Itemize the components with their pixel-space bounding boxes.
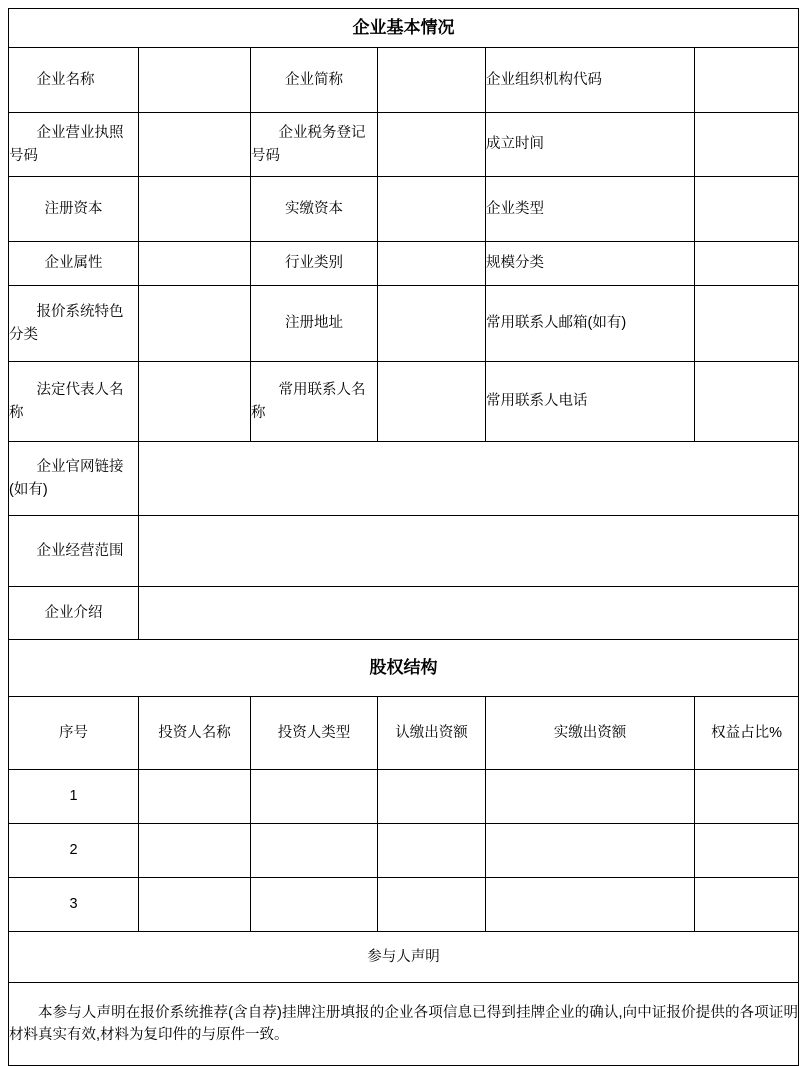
equity-field-investor-type[interactable]: [251, 878, 378, 932]
column-header-index: 序号: [9, 697, 139, 770]
equity-field-share-pct[interactable]: [695, 878, 799, 932]
label-contact-email: 常用联系人邮箱(如有): [486, 286, 695, 362]
field-scale-classification[interactable]: [695, 242, 799, 286]
table-row: [9, 177, 799, 242]
label-establishment-date: 成立时间: [486, 113, 695, 177]
label-company-attribute: 企业属性: [9, 242, 139, 286]
table-header-row: [9, 697, 799, 770]
column-header-paid-in-contribution: 实缴出资额: [486, 697, 695, 770]
equity-field-subscribed[interactable]: [378, 824, 486, 878]
field-company-type[interactable]: [695, 177, 799, 242]
label-company-short-name: 企业简称: [251, 48, 378, 113]
label-tax-registration-number: 企业税务登记号码: [251, 113, 378, 177]
label-company-introduction: 企业介绍: [9, 587, 139, 640]
table-row: [9, 824, 799, 878]
section-title-row: [9, 932, 799, 983]
field-establishment-date[interactable]: [695, 113, 799, 177]
field-business-license-number[interactable]: [139, 113, 251, 177]
equity-field-paid-in[interactable]: [486, 878, 695, 932]
label-contact-person-name: 常用联系人名称: [251, 362, 378, 442]
label-industry-category: 行业类别: [251, 242, 378, 286]
equity-field-investor-name[interactable]: [139, 770, 251, 824]
field-company-name[interactable]: [139, 48, 251, 113]
section-title-row: [9, 9, 799, 48]
field-quotation-system-category[interactable]: [139, 286, 251, 362]
field-registered-capital[interactable]: [139, 177, 251, 242]
table-row: [9, 242, 799, 286]
label-quotation-system-category: 报价系统特色分类: [9, 286, 139, 362]
table-row: [9, 770, 799, 824]
column-header-share-percentage: 权益占比%: [695, 697, 799, 770]
label-registered-address: 注册地址: [251, 286, 378, 362]
label-org-code: 企业组织机构代码: [486, 48, 695, 113]
field-contact-email[interactable]: [695, 286, 799, 362]
label-legal-representative-name: 法定代表人名称: [9, 362, 139, 442]
equity-row-index: 2: [9, 824, 139, 878]
table-row: [9, 442, 799, 516]
equity-field-share-pct[interactable]: [695, 770, 799, 824]
column-header-subscribed-contribution: 认缴出资额: [378, 697, 486, 770]
equity-field-investor-name[interactable]: [139, 824, 251, 878]
label-business-license-number: 企业营业执照号码: [9, 113, 139, 177]
table-row: [9, 286, 799, 362]
field-tax-registration-number[interactable]: [378, 113, 486, 177]
table-row: [9, 587, 799, 640]
label-company-type: 企业类型: [486, 177, 695, 242]
table-row: [9, 878, 799, 932]
field-company-short-name[interactable]: [378, 48, 486, 113]
field-contact-person-name[interactable]: [378, 362, 486, 442]
enterprise-registration-form: [8, 8, 799, 1066]
equity-field-paid-in[interactable]: [486, 824, 695, 878]
column-header-investor-name: 投资人名称: [139, 697, 251, 770]
label-company-name: 企业名称: [9, 48, 139, 113]
field-business-scope[interactable]: [139, 516, 799, 587]
table-row: [9, 362, 799, 442]
equity-field-share-pct[interactable]: [695, 824, 799, 878]
table-row: [9, 983, 799, 1066]
field-company-website[interactable]: [139, 442, 799, 516]
field-paid-in-capital[interactable]: [378, 177, 486, 242]
label-company-website: 企业官网链接(如有): [9, 442, 139, 516]
field-org-code[interactable]: [695, 48, 799, 113]
equity-field-investor-name[interactable]: [139, 878, 251, 932]
section-title-participant-declaration: 参与人声明: [9, 932, 799, 983]
section-title-row: [9, 640, 799, 697]
equity-row-index: 1: [9, 770, 139, 824]
field-legal-representative-name[interactable]: [139, 362, 251, 442]
field-registered-address[interactable]: [378, 286, 486, 362]
equity-field-investor-type[interactable]: [251, 824, 378, 878]
label-scale-classification: 规模分类: [486, 242, 695, 286]
field-company-introduction[interactable]: [139, 587, 799, 640]
declaration-text: 本参与人声明在报价系统推荐(含自荐)挂牌注册填报的企业各项信息已得到挂牌企业的确认,向中证报价提供的各项证明材料真实有效,材料为复印件的与原件一致。: [9, 983, 799, 1066]
equity-field-paid-in[interactable]: [486, 770, 695, 824]
equity-field-investor-type[interactable]: [251, 770, 378, 824]
label-registered-capital: 注册资本: [9, 177, 139, 242]
equity-field-subscribed[interactable]: [378, 770, 486, 824]
label-paid-in-capital: 实缴资本: [251, 177, 378, 242]
label-contact-phone: 常用联系人电话: [486, 362, 695, 442]
equity-field-subscribed[interactable]: [378, 878, 486, 932]
field-company-attribute[interactable]: [139, 242, 251, 286]
section-title-basic-info: 企业基本情况: [9, 9, 799, 48]
table-row: [9, 113, 799, 177]
table-row: [9, 48, 799, 113]
equity-row-index: 3: [9, 878, 139, 932]
field-industry-category[interactable]: [378, 242, 486, 286]
section-title-equity-structure: 股权结构: [9, 640, 799, 697]
column-header-investor-type: 投资人类型: [251, 697, 378, 770]
table-row: [9, 516, 799, 587]
field-contact-phone[interactable]: [695, 362, 799, 442]
label-business-scope: 企业经营范围: [9, 516, 139, 587]
